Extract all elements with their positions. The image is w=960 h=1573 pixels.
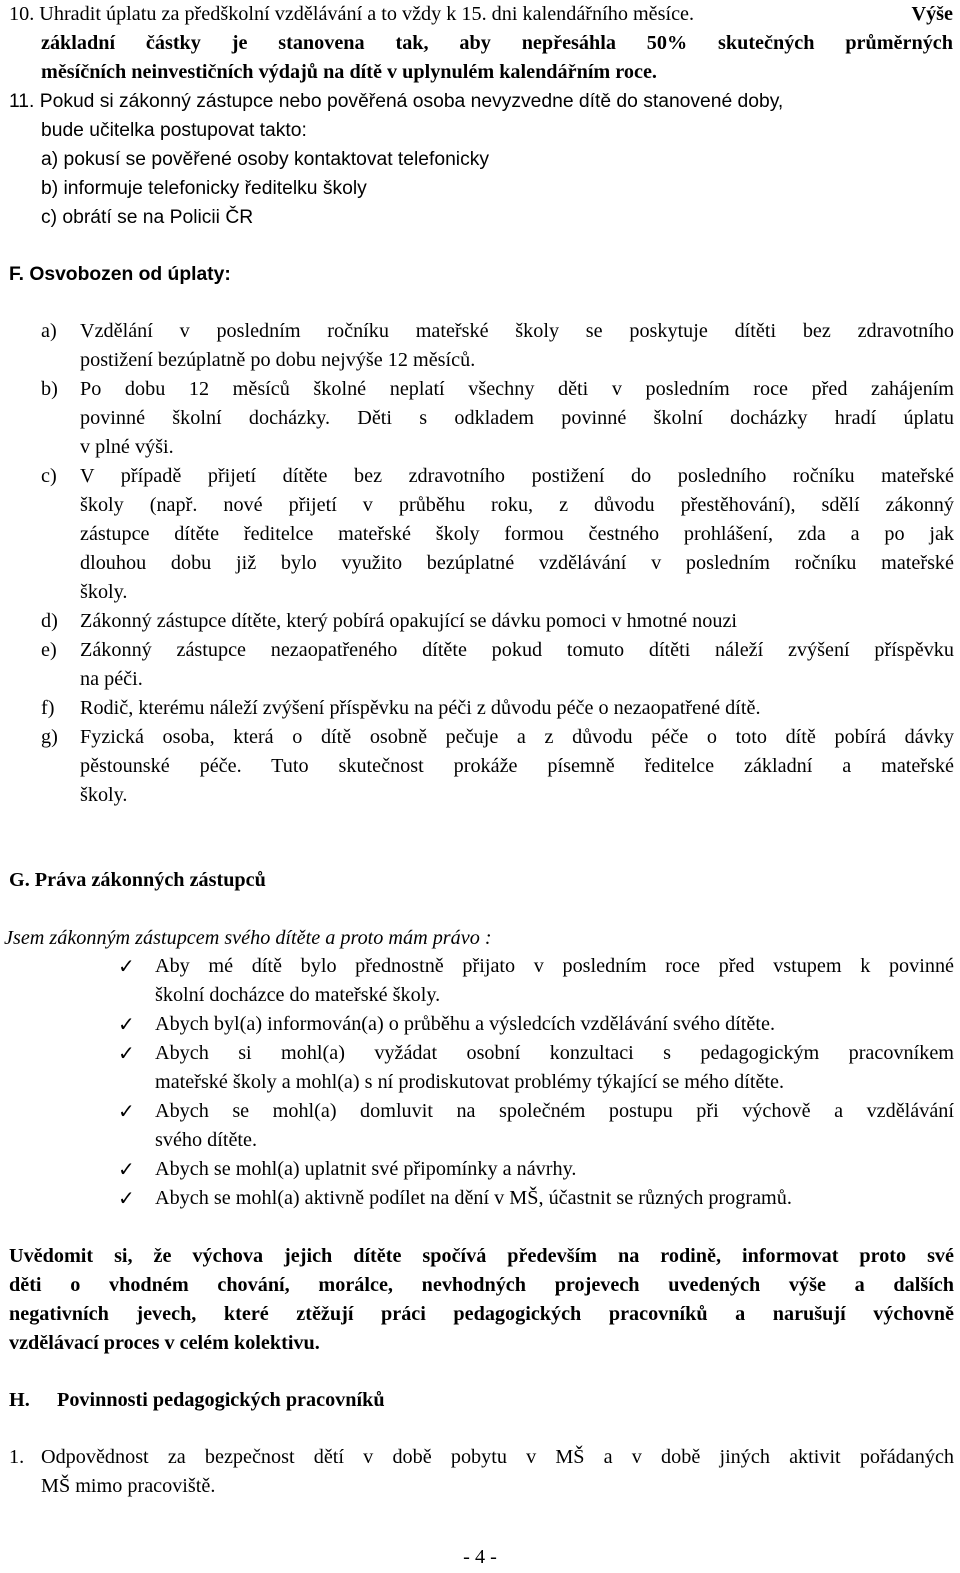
section-f-item-text: dlouhou dobu již bylo využito bezúplatné vzdělávání v posledním ročníku mateřské: [80, 552, 954, 574]
rights-item-text: Abych se mohl(a) uplatnit své připomínky a návrhy.: [155, 1158, 577, 1180]
section-f-item-text: Zákonný zástupce dítěte, který pobírá opakující se dávku pomoci v hmotné nouzi: [80, 610, 738, 632]
section-f-item-text: školy (např. nové přijetí v průběhu roku, z důvodu přestěhování), sdělí zákonný: [80, 494, 954, 516]
section-f-item-text: zástupce dítěte ředitelce mateřské školy formou čestného prohlášení, zda a po jak: [80, 523, 954, 545]
rights-item-text: mateřské školy a mohl(a) s ní prodiskutovat problémy týkající se mého dítěte.: [155, 1071, 785, 1093]
section-f-item-label: e): [41, 639, 57, 661]
section-f-item-text: Po dobu 12 měsíců školné neplatí všechny děti v posledním roce před zahájením: [80, 378, 954, 400]
parent-duty-note-line: negativních jevech, které ztěžují práci pedagogických pracovníků a narušují výchovně: [9, 1303, 954, 1325]
item-10-bold-line-2: [41, 29, 953, 58]
section-g-heading: G. Práva zákonných zástupců: [9, 869, 266, 891]
page-number: - 4 -: [463, 1546, 497, 1568]
rights-item-text: Abych si mohl(a) vyžádat osobní konzultaci s pedagogickým pracovníkem: [155, 1042, 954, 1064]
item-10-bold-start: Výše: [911, 3, 953, 25]
section-f-item-text: školy.: [80, 784, 128, 806]
checkmark-icon: ✓: [118, 954, 135, 978]
parent-duty-note-line: děti o vhodném chování, morálce, nevhodných projevech uvedených výše a dalších: [9, 1274, 954, 1296]
checkmark-icon: ✓: [118, 1157, 135, 1181]
section-h-item-1-text: MŠ mimo pracoviště.: [41, 1475, 216, 1497]
rights-item-text: Abych se mohl(a) aktivně podílet na dění v MŠ, účastnit se různých programů.: [155, 1187, 792, 1209]
item-10-bold-line-3: měsíčních neinvestičních výdajů na dítě v uplynulém kalendářním roce.: [41, 61, 657, 83]
section-g-intro: Jsem zákonným zástupcem svého dítěte a proto mám právo :: [4, 927, 492, 949]
section-f-item-text: Fyzická osoba, která o dítě osobně pečuje a z důvodu péče o toto dítě pobírá dávky: [80, 726, 954, 748]
section-f-item-label: a): [41, 320, 57, 342]
section-f-item-text: pěstounské péče. Tuto skutečnost prokáže písemně ředitelce základní a mateřské: [80, 755, 954, 777]
section-f-item-text: postižení bezúplatně po dobu nejvýše 12 měsíců.: [80, 349, 476, 371]
section-f-item-label: d): [41, 610, 58, 632]
rights-item-text: Aby mé dítě bylo přednostně přijato v posledním roce před vstupem k povinné: [155, 955, 954, 977]
item-10-text: 10. Uhradit úplatu za předškolní vzdělávání a to vždy k 15. dni kalendářního měsíce.: [9, 3, 695, 25]
item-11-option-c: c) obrátí se na Policii ČR: [41, 207, 254, 228]
parent-duty-note-line: Uvědomit si, že výchova jejich dítěte spočívá především na rodině, informovat proto své: [9, 1245, 954, 1267]
checkmark-icon: ✓: [118, 1041, 135, 1065]
parent-duty-note-line: vzdělávací proces v celém kolektivu.: [9, 1332, 320, 1354]
item-11-line-1: 11. Pokud si zákonný zástupce nebo pověřená osoba nevyzvedne dítě do stanovené doby,: [9, 91, 784, 112]
section-f-item-text: školy.: [80, 581, 128, 603]
section-f-item-label: g): [41, 726, 58, 748]
section-f-item-label: b): [41, 378, 58, 400]
section-h-item-1-text: Odpovědnost za bezpečnost dětí v době pobytu v MŠ a v době jiných aktivit pořádaných: [41, 1446, 954, 1468]
section-f-heading: F. Osvobozen od úplaty:: [9, 264, 231, 285]
section-f-item-text: povinné školní docházky. Děti s odkladem povinné školní docházky hradí úplatu: [80, 407, 954, 429]
rights-item-text: Abych se mohl(a) domluvit na společném postupu při výchově a vzdělávání: [155, 1100, 954, 1122]
section-h-item-1-number: 1.: [9, 1446, 25, 1468]
checkmark-icon: ✓: [118, 1012, 135, 1036]
section-f-item-text: v plné výši.: [80, 436, 174, 458]
section-h-number: H.: [9, 1389, 30, 1411]
section-f-item-label: f): [41, 697, 55, 719]
rights-item-text: svého dítěte.: [155, 1129, 258, 1151]
section-f-item-text: Rodič, kterému náleží zvýšení příspěvku na péči z důvodu péče o nezaopatřené dítě.: [80, 697, 761, 719]
section-h-heading: Povinnosti pedagogických pracovníků: [57, 1389, 385, 1411]
section-f-item-label: c): [41, 465, 57, 487]
section-f-item-text: Vzdělání v posledním ročníku mateřské školy se poskytuje dítěti bez zdravotního: [80, 320, 954, 342]
section-f-item-text: V případě přijetí dítěte bez zdravotního postižení do posledního ročníku mateřské: [80, 465, 954, 487]
section-f-item-text: na péči.: [80, 668, 143, 690]
item-10-first-line: [9, 0, 953, 29]
checkmark-icon: ✓: [118, 1099, 135, 1123]
rights-item-text: Abych byl(a) informován(a) o průběhu a výsledcích vzdělávání svého dítěte.: [155, 1013, 775, 1035]
section-f-item-text: Zákonný zástupce nezaopatřeného dítěte pokud tomuto dítěti náleží zvýšení příspěvku: [80, 639, 954, 661]
item-11-option-b: b) informuje telefonicky ředitelku školy: [41, 178, 367, 199]
rights-item-text: školní docházce do mateřské školy.: [155, 984, 441, 1006]
item-11-option-a: a) pokusí se pověřené osoby kontaktovat telefonicky: [41, 149, 490, 170]
item-11-line-2: bude učitelka postupovat takto:: [41, 120, 307, 141]
checkmark-icon: ✓: [118, 1186, 135, 1210]
item-10-bold-line-2-text: základní částky je stanovena tak, aby nepřesáhla 50% skutečných průměrných: [41, 32, 953, 54]
